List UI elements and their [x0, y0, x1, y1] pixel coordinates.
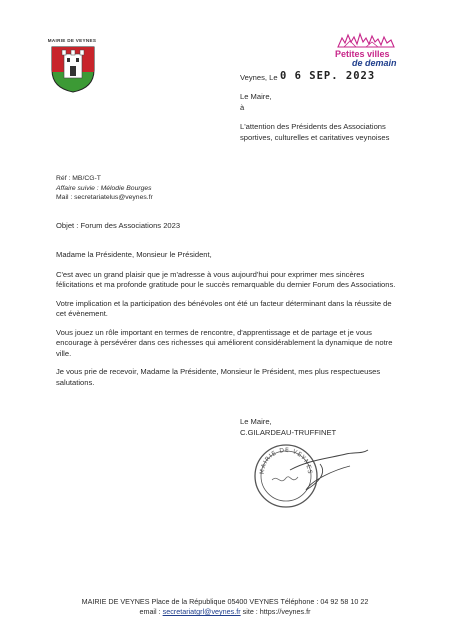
skyline-icon — [336, 30, 396, 48]
attention-line-1: L'attention des Présidents des Associations — [240, 122, 386, 131]
reference-affaire: Affaire suivie : Mélodie Bourges — [56, 184, 152, 192]
footer-email-link[interactable]: secretariatgrl@veynes.fr — [162, 607, 241, 616]
footer-email-label: email : — [139, 607, 161, 616]
salutation: Madame la Présidente, Monsieur le Président, — [56, 250, 212, 259]
partner-logo-line1: Petites villes — [335, 49, 390, 59]
sender-title: Le Maire, — [240, 92, 272, 101]
signature-title: Le Maire, — [240, 417, 272, 426]
footer-site: site : https://veynes.fr — [242, 607, 311, 616]
recipient-to: à — [240, 103, 245, 112]
attention-line-2: sportives, culturelles et caritatives veynoises — [240, 133, 390, 142]
svg-text:MAIRIE DE VEYNES: MAIRIE DE VEYNES — [258, 446, 314, 475]
paragraph-1: C'est avec un grand plaisir que je m'adresse à vous aujourd'hui pour exprimer mes sincères félicitations et ma profonde gratitude pour le succès remarquable du dernier Forum des Associations. — [56, 269, 396, 289]
footer-address: MAIRIE DE VEYNES Place de la République 05400 VEYNES Téléphone : 04 92 58 10 22 — [81, 597, 369, 606]
footer — [0, 597, 450, 617]
footer-contact — [0, 607, 450, 617]
crest-title: MAIRIE DE VEYNES — [47, 38, 97, 43]
letter-body — [56, 250, 402, 388]
partner-logo-line2: de demain — [352, 58, 397, 68]
reference-block — [56, 174, 153, 203]
town-crest-logo — [48, 44, 98, 94]
date-stamp: 0 6 SEP. 2023 — [280, 70, 376, 82]
letter-subject: Objet : Forum des Associations 2023 — [56, 221, 181, 230]
paragraph-2: Votre implication et la participation des bénévoles ont été un facteur déterminant dans la réussite de cet évènement. — [56, 298, 392, 318]
official-stamp — [250, 440, 390, 510]
paragraph-4: Je vous prie de recevoir, Madame la Présidente, Monsieur le Président, mes plus respectueuses salutations. — [56, 367, 381, 387]
date-prefix: Veynes, Le — [240, 73, 278, 82]
signature-name: C.GILARDEAU-TRUFFINET — [240, 428, 337, 437]
reference-ref: Réf : MB/CG-T — [56, 175, 101, 182]
reference-mail: Mail : secretariatelus@veynes.fr — [56, 194, 153, 201]
paragraph-3: Vous jouez un rôle important en termes de rencontre, d'apprentissage et de partage et je vous encourage à persévérer dans ces richesses qui améliorent considérablement la dynamique de notre ville. — [56, 327, 393, 358]
